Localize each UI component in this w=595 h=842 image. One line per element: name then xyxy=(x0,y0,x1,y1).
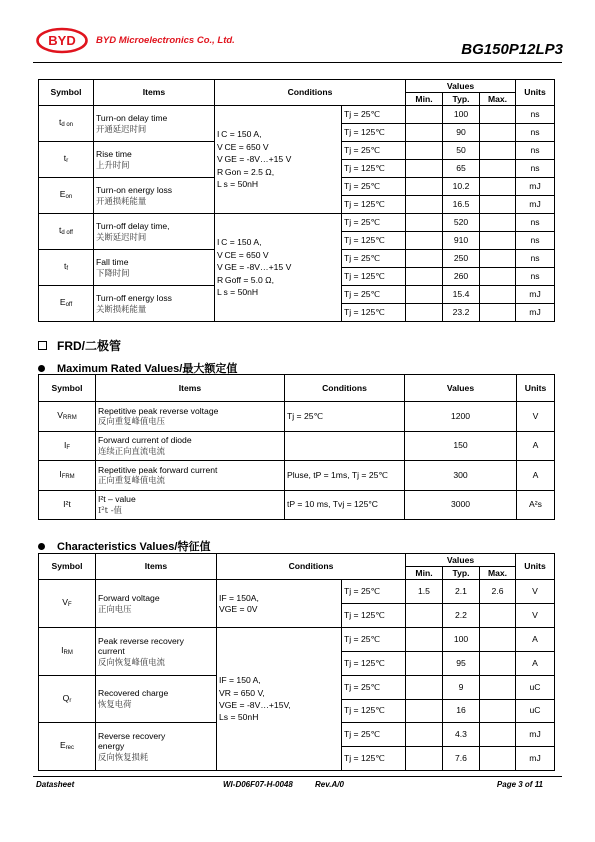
col-symbol: Symbol xyxy=(39,554,96,580)
value-cell: 150 xyxy=(405,431,517,461)
col-conditions: Conditions xyxy=(217,554,406,580)
max-value xyxy=(480,124,516,142)
unit-value: mJ xyxy=(516,723,555,747)
typ-value: 100 xyxy=(443,628,480,652)
max-rated-table xyxy=(38,374,555,520)
condition-cell: Tj = 25℃ xyxy=(285,402,405,432)
unit-value: uC xyxy=(516,699,555,723)
typ-value: 9 xyxy=(443,676,480,700)
condition-cell: tP = 10 ms, Tvj = 125°C xyxy=(285,490,405,520)
col-conditions: Conditions xyxy=(215,80,406,106)
frd-section-title: FRD/二极管 xyxy=(38,337,121,354)
col-typ: Typ. xyxy=(443,93,480,106)
typ-value: 100 xyxy=(443,106,480,124)
temp-condition: Tj = 125℃ xyxy=(342,747,406,771)
temp-condition: Tj = 25℃ xyxy=(342,580,406,604)
unit-value: mJ xyxy=(516,286,555,304)
value-cell: 3000 xyxy=(405,490,517,520)
max-value xyxy=(480,652,516,676)
footer-rev: Rev.A/0 xyxy=(315,780,344,789)
col-items: Items xyxy=(96,554,217,580)
footer-rule xyxy=(33,776,562,777)
unit-value: ns xyxy=(516,214,555,232)
typ-value: 16 xyxy=(443,699,480,723)
symbol-cell: tf xyxy=(39,250,94,286)
typ-value: 4.3 xyxy=(443,723,480,747)
temp-condition: Tj = 25℃ xyxy=(342,142,406,160)
max-value xyxy=(480,723,516,747)
min-value xyxy=(406,652,443,676)
col-values: Values xyxy=(406,80,516,93)
item-cell: Peak reverse recovery current 反向恢复峰值电流 xyxy=(96,628,217,676)
unit-value: ns xyxy=(516,268,555,286)
unit-value: V xyxy=(516,604,555,628)
unit-cell: A xyxy=(517,461,555,491)
min-value xyxy=(406,747,443,771)
col-conditions: Conditions xyxy=(285,375,405,402)
unit-cell: A xyxy=(517,431,555,461)
temp-condition: Tj = 125℃ xyxy=(342,124,406,142)
item-cell: Fall time 下降时间 xyxy=(94,250,215,286)
typ-value: 23.2 xyxy=(443,304,480,322)
min-value xyxy=(406,106,443,124)
temp-condition: Tj = 125℃ xyxy=(342,196,406,214)
max-value xyxy=(480,699,516,723)
min-value xyxy=(406,628,443,652)
max-value: 2.6 xyxy=(480,580,516,604)
max-value xyxy=(480,106,516,124)
unit-value: A xyxy=(516,628,555,652)
temp-condition: Tj = 125℃ xyxy=(342,652,406,676)
unit-cell: V xyxy=(517,402,555,432)
temp-condition: Tj = 25℃ xyxy=(342,214,406,232)
typ-value: 50 xyxy=(443,142,480,160)
max-value xyxy=(480,178,516,196)
temp-condition: Tj = 125℃ xyxy=(342,699,406,723)
symbol-cell: VF xyxy=(39,580,96,628)
characteristics-title: Characteristics Values/特征值 xyxy=(38,538,210,554)
typ-value: 65 xyxy=(443,160,480,178)
max-value xyxy=(480,142,516,160)
col-units: Units xyxy=(517,375,555,402)
temp-condition: Tj = 25℃ xyxy=(342,286,406,304)
temp-condition: Tj = 25℃ xyxy=(342,723,406,747)
unit-value: ns xyxy=(516,142,555,160)
temp-condition: Tj = 25℃ xyxy=(342,178,406,196)
item-cell: I²t – value I²t -值 xyxy=(96,490,285,520)
col-items: Items xyxy=(94,80,215,106)
typ-value: 520 xyxy=(443,214,480,232)
max-value xyxy=(480,628,516,652)
max-value xyxy=(480,304,516,322)
footer-page: Page 3 of 11 xyxy=(496,780,543,789)
symbol-cell: I²t xyxy=(39,490,96,520)
temp-condition: Tj = 25℃ xyxy=(342,676,406,700)
unit-value: A xyxy=(516,652,555,676)
item-cell: Forward voltage 正向电压 xyxy=(96,580,217,628)
col-items: Items xyxy=(96,375,285,402)
typ-value: 250 xyxy=(443,250,480,268)
unit-value: ns xyxy=(516,232,555,250)
unit-value: mJ xyxy=(516,178,555,196)
temp-condition: Tj = 25℃ xyxy=(342,106,406,124)
min-value xyxy=(406,124,443,142)
symbol-cell: tr xyxy=(39,142,94,178)
max-value xyxy=(480,747,516,771)
unit-cell: A²s xyxy=(517,490,555,520)
unit-value: V xyxy=(516,580,555,604)
col-values: Values xyxy=(406,554,516,567)
bullet-icon xyxy=(38,543,45,550)
conditions-cell: IF = 150 A, VR = 650 V, VGE = -8V…+15V, Ls = 50nH xyxy=(217,628,342,771)
col-typ: Typ. xyxy=(443,567,480,580)
temp-condition: Tj = 125℃ xyxy=(342,304,406,322)
min-value xyxy=(406,160,443,178)
item-cell: Turn-off energy loss 关断损耗能量 xyxy=(94,286,215,322)
max-value xyxy=(480,250,516,268)
item-cell: Turn-off delay time, 关断延迟时间 xyxy=(94,214,215,250)
min-value xyxy=(406,699,443,723)
unit-value: ns xyxy=(516,250,555,268)
unit-value: mJ xyxy=(516,747,555,771)
condition-cell xyxy=(285,431,405,461)
value-cell: 1200 xyxy=(405,402,517,432)
min-value xyxy=(406,196,443,214)
temp-condition: Tj = 125℃ xyxy=(342,160,406,178)
min-value xyxy=(406,232,443,250)
header-rule xyxy=(33,62,562,63)
unit-value: ns xyxy=(516,160,555,178)
temp-condition: Tj = 125℃ xyxy=(342,268,406,286)
typ-value: 10.2 xyxy=(443,178,480,196)
conditions-cell: I C = 150 A, V CE = 650 V V GE = -8V…+15 V R Gon = 2.5 Ω, L s = 50nH xyxy=(215,106,342,214)
min-value xyxy=(406,214,443,232)
typ-value: 2.1 xyxy=(443,580,480,604)
typ-value: 16.5 xyxy=(443,196,480,214)
item-cell: Repetitive peak reverse voltage 反向重复峰值电压 xyxy=(96,402,285,432)
min-value xyxy=(406,268,443,286)
typ-value: 910 xyxy=(443,232,480,250)
symbol-cell: Erec xyxy=(39,723,96,771)
conditions-cell: IF = 150A, VGE = 0V xyxy=(217,580,342,628)
switching-table xyxy=(38,79,555,322)
unit-value: uC xyxy=(516,676,555,700)
item-cell: Recovered charge 恢复电荷 xyxy=(96,676,217,723)
condition-cell: Pluse, tP = 1ms, Tj = 25℃ xyxy=(285,461,405,491)
temp-condition: Tj = 25℃ xyxy=(342,250,406,268)
col-symbol: Symbol xyxy=(39,375,96,402)
bullet-icon xyxy=(38,365,45,372)
max-value xyxy=(480,214,516,232)
max-value xyxy=(480,604,516,628)
unit-value: ns xyxy=(516,124,555,142)
col-values: Values xyxy=(405,375,517,402)
company-name: BYD Microelectronics Co., Ltd. xyxy=(96,35,235,46)
max-value xyxy=(480,196,516,214)
symbol-cell: VRRM xyxy=(39,402,96,432)
min-value xyxy=(406,604,443,628)
footer-doc-no: WI-D06F07-H-0048 xyxy=(223,780,293,789)
col-min: Min. xyxy=(406,567,443,580)
typ-value: 260 xyxy=(443,268,480,286)
checkbox-bullet-icon xyxy=(38,341,47,350)
col-max: Max. xyxy=(480,93,516,106)
symbol-cell: Eon xyxy=(39,178,94,214)
typ-value: 90 xyxy=(443,124,480,142)
symbol-cell: td on xyxy=(39,106,94,142)
typ-value: 15.4 xyxy=(443,286,480,304)
item-cell: Repetitive peak forward current 正向重复峰值电流 xyxy=(96,461,285,491)
part-number: BG150P12LP3 xyxy=(461,41,563,58)
max-value xyxy=(480,160,516,178)
symbol-cell: Eoff xyxy=(39,286,94,322)
col-symbol: Symbol xyxy=(39,80,94,106)
temp-condition: Tj = 25℃ xyxy=(342,628,406,652)
max-value xyxy=(480,676,516,700)
symbol-cell: Qr xyxy=(39,676,96,723)
item-cell: Turn-on energy loss 开通损耗能量 xyxy=(94,178,215,214)
item-cell: Turn-on delay time 开通延迟时间 xyxy=(94,106,215,142)
symbol-cell: td off xyxy=(39,214,94,250)
col-units: Units xyxy=(516,80,555,106)
col-units: Units xyxy=(516,554,555,580)
unit-value: mJ xyxy=(516,196,555,214)
byd-logo xyxy=(36,27,88,54)
min-value: 1.5 xyxy=(406,580,443,604)
symbol-cell: IRM xyxy=(39,628,96,676)
characteristics-table xyxy=(38,553,555,771)
max-value xyxy=(480,232,516,250)
min-value xyxy=(406,250,443,268)
max-value xyxy=(480,286,516,304)
temp-condition: Tj = 125℃ xyxy=(342,604,406,628)
conditions-cell: I C = 150 A, V CE = 650 V V GE = -8V…+15 V R Goff = 5.0 Ω, L s = 50nH xyxy=(215,214,342,322)
min-value xyxy=(406,142,443,160)
symbol-cell: IFRM xyxy=(39,461,96,491)
item-cell: Reverse recovery energy 反向恢复损耗 xyxy=(96,723,217,771)
typ-value: 95 xyxy=(443,652,480,676)
unit-value: ns xyxy=(516,106,555,124)
symbol-cell: IF xyxy=(39,431,96,461)
col-max: Max. xyxy=(480,567,516,580)
value-cell: 300 xyxy=(405,461,517,491)
min-value xyxy=(406,178,443,196)
max-rated-title: Maximum Rated Values/最大额定值 xyxy=(38,360,237,376)
min-value xyxy=(406,286,443,304)
item-cell: Rise time 上升时间 xyxy=(94,142,215,178)
min-value xyxy=(406,304,443,322)
temp-condition: Tj = 125℃ xyxy=(342,232,406,250)
typ-value: 7.6 xyxy=(443,747,480,771)
item-cell: Forward current of diode 连续正向直流电流 xyxy=(96,431,285,461)
max-value xyxy=(480,268,516,286)
min-value xyxy=(406,723,443,747)
logo-text: BYD xyxy=(48,33,76,48)
min-value xyxy=(406,676,443,700)
typ-value: 2.2 xyxy=(443,604,480,628)
footer-left: Datasheet xyxy=(36,780,75,789)
unit-value: mJ xyxy=(516,304,555,322)
col-min: Min. xyxy=(406,93,443,106)
